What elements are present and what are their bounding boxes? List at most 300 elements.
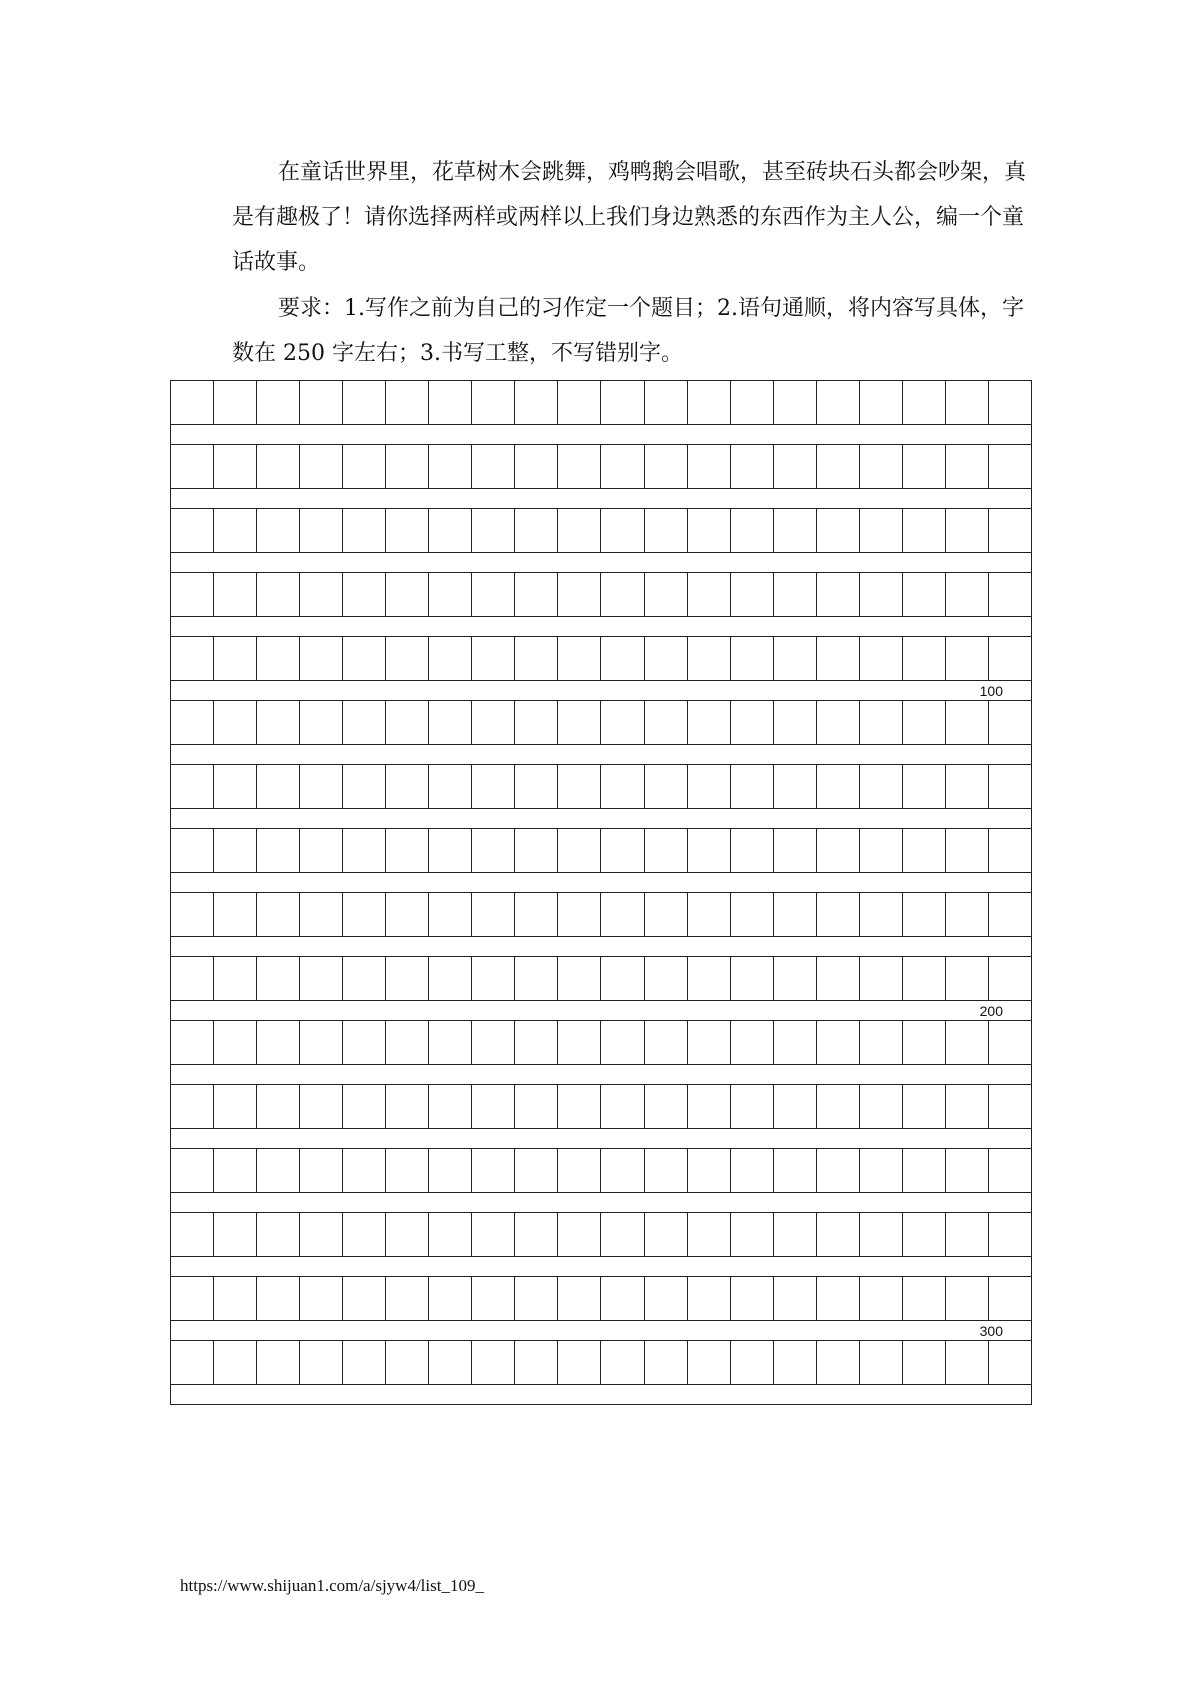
- grid-cell[interactable]: [472, 1341, 515, 1384]
- grid-cell[interactable]: [171, 1341, 214, 1384]
- grid-cell[interactable]: [601, 573, 644, 616]
- grid-cell[interactable]: [817, 573, 860, 616]
- grid-cell[interactable]: [903, 1021, 946, 1064]
- grid-cell[interactable]: [903, 701, 946, 744]
- grid-cell[interactable]: [989, 1149, 1031, 1192]
- grid-cell[interactable]: [171, 1149, 214, 1192]
- grid-cell[interactable]: [257, 1021, 300, 1064]
- grid-cell[interactable]: [688, 1341, 731, 1384]
- grid-cell[interactable]: [946, 957, 989, 1000]
- grid-cell[interactable]: [688, 1021, 731, 1064]
- grid-cell[interactable]: [214, 765, 257, 808]
- grid-cell[interactable]: [515, 1213, 558, 1256]
- grid-cell[interactable]: [257, 445, 300, 488]
- grid-cell[interactable]: [472, 445, 515, 488]
- grid-cell[interactable]: [601, 445, 644, 488]
- grid-cell[interactable]: [515, 1149, 558, 1192]
- grid-cell[interactable]: [774, 1149, 817, 1192]
- grid-cell[interactable]: [731, 1213, 774, 1256]
- grid-cell[interactable]: [472, 1277, 515, 1320]
- grid-cell[interactable]: [817, 1149, 860, 1192]
- grid-cell[interactable]: [989, 829, 1031, 872]
- grid-cell[interactable]: [817, 445, 860, 488]
- grid-cell[interactable]: [343, 1277, 386, 1320]
- grid-cell[interactable]: [688, 1213, 731, 1256]
- grid-cell[interactable]: [946, 701, 989, 744]
- grid-cell[interactable]: [989, 1277, 1031, 1320]
- grid-cell[interactable]: [386, 381, 429, 424]
- grid-cell[interactable]: [645, 701, 688, 744]
- grid-cell[interactable]: [515, 829, 558, 872]
- grid-cell[interactable]: [774, 1085, 817, 1128]
- grid-cell[interactable]: [989, 1021, 1031, 1064]
- grid-cell[interactable]: [257, 573, 300, 616]
- grid-cell[interactable]: [472, 381, 515, 424]
- grid-cell[interactable]: [645, 957, 688, 1000]
- grid-cell[interactable]: [731, 1341, 774, 1384]
- grid-cell[interactable]: [601, 1149, 644, 1192]
- grid-cell[interactable]: [860, 829, 903, 872]
- grid-cell[interactable]: [214, 1021, 257, 1064]
- grid-cell[interactable]: [946, 573, 989, 616]
- grid-cell[interactable]: [688, 573, 731, 616]
- grid-cell[interactable]: [860, 1213, 903, 1256]
- grid-cell[interactable]: [903, 765, 946, 808]
- grid-cell[interactable]: [472, 893, 515, 936]
- grid-cell[interactable]: [946, 829, 989, 872]
- grid-cell[interactable]: [817, 701, 860, 744]
- grid-cell[interactable]: [343, 1149, 386, 1192]
- grid-cell[interactable]: [860, 765, 903, 808]
- grid-cell[interactable]: [515, 1085, 558, 1128]
- grid-cell[interactable]: [731, 1021, 774, 1064]
- grid-cell[interactable]: [515, 893, 558, 936]
- grid-cell[interactable]: [386, 957, 429, 1000]
- grid-cell[interactable]: [903, 637, 946, 680]
- grid-cell[interactable]: [386, 1213, 429, 1256]
- grid-cell[interactable]: [946, 1341, 989, 1384]
- grid-cell[interactable]: [645, 573, 688, 616]
- grid-cell[interactable]: [300, 1021, 343, 1064]
- grid-cell[interactable]: [386, 1085, 429, 1128]
- grid-cell[interactable]: [860, 1021, 903, 1064]
- grid-cell[interactable]: [774, 1021, 817, 1064]
- grid-cell[interactable]: [645, 1021, 688, 1064]
- grid-cell[interactable]: [343, 1085, 386, 1128]
- grid-cell[interactable]: [601, 765, 644, 808]
- grid-cell[interactable]: [688, 637, 731, 680]
- grid-cell[interactable]: [688, 957, 731, 1000]
- grid-cell[interactable]: [429, 957, 472, 1000]
- grid-cell[interactable]: [903, 573, 946, 616]
- grid-cell[interactable]: [989, 381, 1031, 424]
- grid-cell[interactable]: [429, 381, 472, 424]
- grid-cell[interactable]: [860, 893, 903, 936]
- grid-cell[interactable]: [343, 701, 386, 744]
- grid-cell[interactable]: [429, 1085, 472, 1128]
- grid-cell[interactable]: [171, 765, 214, 808]
- grid-cell[interactable]: [515, 1341, 558, 1384]
- grid-cell[interactable]: [214, 701, 257, 744]
- grid-cell[interactable]: [171, 637, 214, 680]
- grid-cell[interactable]: [989, 701, 1031, 744]
- grid-cell[interactable]: [558, 509, 601, 552]
- grid-cell[interactable]: [989, 637, 1031, 680]
- grid-cell[interactable]: [817, 893, 860, 936]
- grid-cell[interactable]: [343, 381, 386, 424]
- grid-cell[interactable]: [601, 1213, 644, 1256]
- grid-cell[interactable]: [386, 893, 429, 936]
- grid-cell[interactable]: [946, 637, 989, 680]
- grid-cell[interactable]: [774, 765, 817, 808]
- grid-cell[interactable]: [774, 1341, 817, 1384]
- grid-cell[interactable]: [601, 957, 644, 1000]
- grid-cell[interactable]: [774, 1213, 817, 1256]
- grid-cell[interactable]: [946, 509, 989, 552]
- grid-cell[interactable]: [558, 957, 601, 1000]
- grid-cell[interactable]: [171, 701, 214, 744]
- grid-cell[interactable]: [429, 701, 472, 744]
- grid-cell[interactable]: [300, 957, 343, 1000]
- grid-cell[interactable]: [257, 509, 300, 552]
- grid-cell[interactable]: [860, 1341, 903, 1384]
- grid-cell[interactable]: [731, 1085, 774, 1128]
- grid-cell[interactable]: [645, 637, 688, 680]
- grid-cell[interactable]: [171, 829, 214, 872]
- grid-cell[interactable]: [860, 509, 903, 552]
- grid-cell[interactable]: [343, 1021, 386, 1064]
- grid-cell[interactable]: [989, 573, 1031, 616]
- grid-cell[interactable]: [214, 1085, 257, 1128]
- grid-cell[interactable]: [214, 1149, 257, 1192]
- grid-cell[interactable]: [386, 1277, 429, 1320]
- grid-cell[interactable]: [558, 445, 601, 488]
- grid-cell[interactable]: [472, 1149, 515, 1192]
- grid-cell[interactable]: [558, 1021, 601, 1064]
- grid-cell[interactable]: [558, 701, 601, 744]
- grid-cell[interactable]: [860, 1277, 903, 1320]
- grid-cell[interactable]: [817, 1213, 860, 1256]
- grid-cell[interactable]: [214, 637, 257, 680]
- grid-cell[interactable]: [386, 829, 429, 872]
- grid-cell[interactable]: [903, 1277, 946, 1320]
- grid-cell[interactable]: [214, 1277, 257, 1320]
- grid-cell[interactable]: [300, 1341, 343, 1384]
- grid-cell[interactable]: [946, 893, 989, 936]
- grid-cell[interactable]: [903, 957, 946, 1000]
- grid-cell[interactable]: [903, 1149, 946, 1192]
- grid-cell[interactable]: [601, 1341, 644, 1384]
- grid-cell[interactable]: [472, 1021, 515, 1064]
- grid-cell[interactable]: [817, 1021, 860, 1064]
- grid-cell[interactable]: [645, 1213, 688, 1256]
- grid-cell[interactable]: [645, 381, 688, 424]
- grid-cell[interactable]: [343, 445, 386, 488]
- grid-cell[interactable]: [989, 509, 1031, 552]
- grid-cell[interactable]: [343, 765, 386, 808]
- grid-cell[interactable]: [472, 509, 515, 552]
- grid-cell[interactable]: [472, 1213, 515, 1256]
- grid-cell[interactable]: [558, 637, 601, 680]
- grid-cell[interactable]: [817, 957, 860, 1000]
- grid-cell[interactable]: [515, 509, 558, 552]
- grid-cell[interactable]: [386, 1021, 429, 1064]
- grid-cell[interactable]: [989, 1213, 1031, 1256]
- grid-cell[interactable]: [989, 445, 1031, 488]
- grid-cell[interactable]: [774, 701, 817, 744]
- grid-cell[interactable]: [645, 1277, 688, 1320]
- grid-cell[interactable]: [860, 1149, 903, 1192]
- grid-cell[interactable]: [989, 957, 1031, 1000]
- grid-cell[interactable]: [300, 381, 343, 424]
- grid-cell[interactable]: [731, 1277, 774, 1320]
- grid-cell[interactable]: [429, 573, 472, 616]
- grid-cell[interactable]: [989, 1085, 1031, 1128]
- grid-cell[interactable]: [386, 701, 429, 744]
- grid-cell[interactable]: [343, 829, 386, 872]
- grid-cell[interactable]: [989, 765, 1031, 808]
- grid-cell[interactable]: [774, 829, 817, 872]
- grid-cell[interactable]: [817, 765, 860, 808]
- grid-cell[interactable]: [429, 509, 472, 552]
- grid-cell[interactable]: [257, 829, 300, 872]
- grid-cell[interactable]: [343, 637, 386, 680]
- grid-cell[interactable]: [645, 445, 688, 488]
- grid-cell[interactable]: [515, 1277, 558, 1320]
- grid-cell[interactable]: [860, 637, 903, 680]
- grid-cell[interactable]: [946, 381, 989, 424]
- grid-cell[interactable]: [214, 1213, 257, 1256]
- grid-cell[interactable]: [817, 381, 860, 424]
- grid-cell[interactable]: [429, 765, 472, 808]
- grid-cell[interactable]: [946, 445, 989, 488]
- grid-cell[interactable]: [601, 701, 644, 744]
- grid-cell[interactable]: [817, 637, 860, 680]
- grid-cell[interactable]: [300, 509, 343, 552]
- grid-cell[interactable]: [171, 1277, 214, 1320]
- grid-cell[interactable]: [472, 765, 515, 808]
- grid-cell[interactable]: [601, 509, 644, 552]
- grid-cell[interactable]: [688, 1277, 731, 1320]
- grid-cell[interactable]: [731, 381, 774, 424]
- grid-cell[interactable]: [257, 893, 300, 936]
- grid-cell[interactable]: [903, 509, 946, 552]
- grid-cell[interactable]: [774, 893, 817, 936]
- grid-cell[interactable]: [429, 637, 472, 680]
- grid-cell[interactable]: [774, 957, 817, 1000]
- grid-cell[interactable]: [472, 701, 515, 744]
- grid-cell[interactable]: [688, 893, 731, 936]
- grid-cell[interactable]: [214, 509, 257, 552]
- grid-cell[interactable]: [817, 1085, 860, 1128]
- grid-cell[interactable]: [601, 829, 644, 872]
- grid-cell[interactable]: [688, 765, 731, 808]
- grid-cell[interactable]: [214, 381, 257, 424]
- grid-cell[interactable]: [171, 1213, 214, 1256]
- grid-cell[interactable]: [300, 1085, 343, 1128]
- grid-cell[interactable]: [731, 509, 774, 552]
- grid-cell[interactable]: [171, 957, 214, 1000]
- grid-cell[interactable]: [214, 573, 257, 616]
- grid-cell[interactable]: [860, 957, 903, 1000]
- grid-cell[interactable]: [257, 637, 300, 680]
- grid-cell[interactable]: [989, 1341, 1031, 1384]
- grid-cell[interactable]: [515, 701, 558, 744]
- grid-cell[interactable]: [774, 445, 817, 488]
- grid-cell[interactable]: [601, 1277, 644, 1320]
- grid-cell[interactable]: [386, 765, 429, 808]
- grid-cell[interactable]: [214, 957, 257, 1000]
- grid-cell[interactable]: [645, 893, 688, 936]
- grid-cell[interactable]: [731, 573, 774, 616]
- grid-cell[interactable]: [946, 1149, 989, 1192]
- grid-cell[interactable]: [601, 637, 644, 680]
- grid-cell[interactable]: [386, 1341, 429, 1384]
- grid-cell[interactable]: [774, 1277, 817, 1320]
- grid-cell[interactable]: [171, 893, 214, 936]
- grid-cell[interactable]: [558, 829, 601, 872]
- grid-cell[interactable]: [946, 1021, 989, 1064]
- grid-cell[interactable]: [688, 509, 731, 552]
- grid-cell[interactable]: [171, 509, 214, 552]
- grid-cell[interactable]: [601, 381, 644, 424]
- grid-cell[interactable]: [688, 829, 731, 872]
- grid-cell[interactable]: [860, 1085, 903, 1128]
- grid-cell[interactable]: [946, 1277, 989, 1320]
- grid-cell[interactable]: [903, 445, 946, 488]
- grid-cell[interactable]: [817, 829, 860, 872]
- grid-cell[interactable]: [860, 445, 903, 488]
- grid-cell[interactable]: [515, 445, 558, 488]
- grid-cell[interactable]: [817, 1341, 860, 1384]
- grid-cell[interactable]: [601, 1085, 644, 1128]
- grid-cell[interactable]: [386, 445, 429, 488]
- grid-cell[interactable]: [817, 509, 860, 552]
- grid-cell[interactable]: [688, 1149, 731, 1192]
- grid-cell[interactable]: [946, 1213, 989, 1256]
- grid-cell[interactable]: [903, 829, 946, 872]
- grid-cell[interactable]: [429, 445, 472, 488]
- grid-cell[interactable]: [429, 829, 472, 872]
- grid-cell[interactable]: [257, 1149, 300, 1192]
- grid-cell[interactable]: [946, 1085, 989, 1128]
- grid-cell[interactable]: [946, 765, 989, 808]
- grid-cell[interactable]: [774, 637, 817, 680]
- grid-cell[interactable]: [515, 637, 558, 680]
- grid-cell[interactable]: [731, 893, 774, 936]
- grid-cell[interactable]: [171, 573, 214, 616]
- grid-cell[interactable]: [300, 829, 343, 872]
- grid-cell[interactable]: [257, 701, 300, 744]
- grid-cell[interactable]: [343, 1213, 386, 1256]
- grid-cell[interactable]: [386, 509, 429, 552]
- grid-cell[interactable]: [214, 829, 257, 872]
- grid-cell[interactable]: [300, 1149, 343, 1192]
- grid-cell[interactable]: [688, 701, 731, 744]
- grid-cell[interactable]: [257, 1085, 300, 1128]
- grid-cell[interactable]: [300, 573, 343, 616]
- grid-cell[interactable]: [774, 573, 817, 616]
- grid-cell[interactable]: [774, 381, 817, 424]
- grid-cell[interactable]: [601, 1021, 644, 1064]
- grid-cell[interactable]: [257, 1277, 300, 1320]
- grid-cell[interactable]: [300, 1277, 343, 1320]
- grid-cell[interactable]: [171, 1085, 214, 1128]
- grid-cell[interactable]: [386, 1149, 429, 1192]
- grid-cell[interactable]: [472, 1085, 515, 1128]
- grid-cell[interactable]: [429, 1277, 472, 1320]
- grid-cell[interactable]: [558, 381, 601, 424]
- grid-cell[interactable]: [343, 893, 386, 936]
- grid-cell[interactable]: [515, 957, 558, 1000]
- grid-cell[interactable]: [171, 381, 214, 424]
- grid-cell[interactable]: [300, 637, 343, 680]
- grid-cell[interactable]: [903, 1341, 946, 1384]
- grid-cell[interactable]: [601, 893, 644, 936]
- grid-cell[interactable]: [645, 1149, 688, 1192]
- grid-cell[interactable]: [214, 893, 257, 936]
- grid-cell[interactable]: [688, 1085, 731, 1128]
- grid-cell[interactable]: [731, 701, 774, 744]
- grid-cell[interactable]: [515, 1021, 558, 1064]
- grid-cell[interactable]: [558, 1085, 601, 1128]
- grid-cell[interactable]: [558, 1277, 601, 1320]
- grid-cell[interactable]: [645, 1085, 688, 1128]
- grid-cell[interactable]: [472, 957, 515, 1000]
- grid-cell[interactable]: [257, 381, 300, 424]
- grid-cell[interactable]: [688, 445, 731, 488]
- grid-cell[interactable]: [558, 1213, 601, 1256]
- grid-cell[interactable]: [472, 637, 515, 680]
- grid-cell[interactable]: [645, 829, 688, 872]
- grid-cell[interactable]: [214, 1341, 257, 1384]
- grid-cell[interactable]: [731, 829, 774, 872]
- grid-cell[interactable]: [860, 573, 903, 616]
- grid-cell[interactable]: [300, 893, 343, 936]
- grid-cell[interactable]: [429, 1021, 472, 1064]
- grid-cell[interactable]: [731, 445, 774, 488]
- grid-cell[interactable]: [429, 1149, 472, 1192]
- grid-cell[interactable]: [731, 1149, 774, 1192]
- grid-cell[interactable]: [429, 893, 472, 936]
- grid-cell[interactable]: [645, 509, 688, 552]
- grid-cell[interactable]: [386, 573, 429, 616]
- grid-cell[interactable]: [171, 445, 214, 488]
- grid-cell[interactable]: [214, 445, 257, 488]
- grid-cell[interactable]: [860, 701, 903, 744]
- grid-cell[interactable]: [903, 381, 946, 424]
- grid-cell[interactable]: [558, 893, 601, 936]
- grid-cell[interactable]: [472, 573, 515, 616]
- grid-cell[interactable]: [903, 1085, 946, 1128]
- grid-cell[interactable]: [731, 765, 774, 808]
- grid-cell[interactable]: [903, 1213, 946, 1256]
- grid-cell[interactable]: [429, 1213, 472, 1256]
- grid-cell[interactable]: [558, 765, 601, 808]
- grid-cell[interactable]: [645, 1341, 688, 1384]
- grid-cell[interactable]: [731, 957, 774, 1000]
- grid-cell[interactable]: [343, 509, 386, 552]
- grid-cell[interactable]: [515, 765, 558, 808]
- grid-cell[interactable]: [300, 765, 343, 808]
- grid-cell[interactable]: [343, 573, 386, 616]
- grid-cell[interactable]: [558, 573, 601, 616]
- grid-cell[interactable]: [472, 829, 515, 872]
- grid-cell[interactable]: [903, 893, 946, 936]
- grid-cell[interactable]: [515, 381, 558, 424]
- grid-cell[interactable]: [688, 381, 731, 424]
- grid-cell[interactable]: [300, 1213, 343, 1256]
